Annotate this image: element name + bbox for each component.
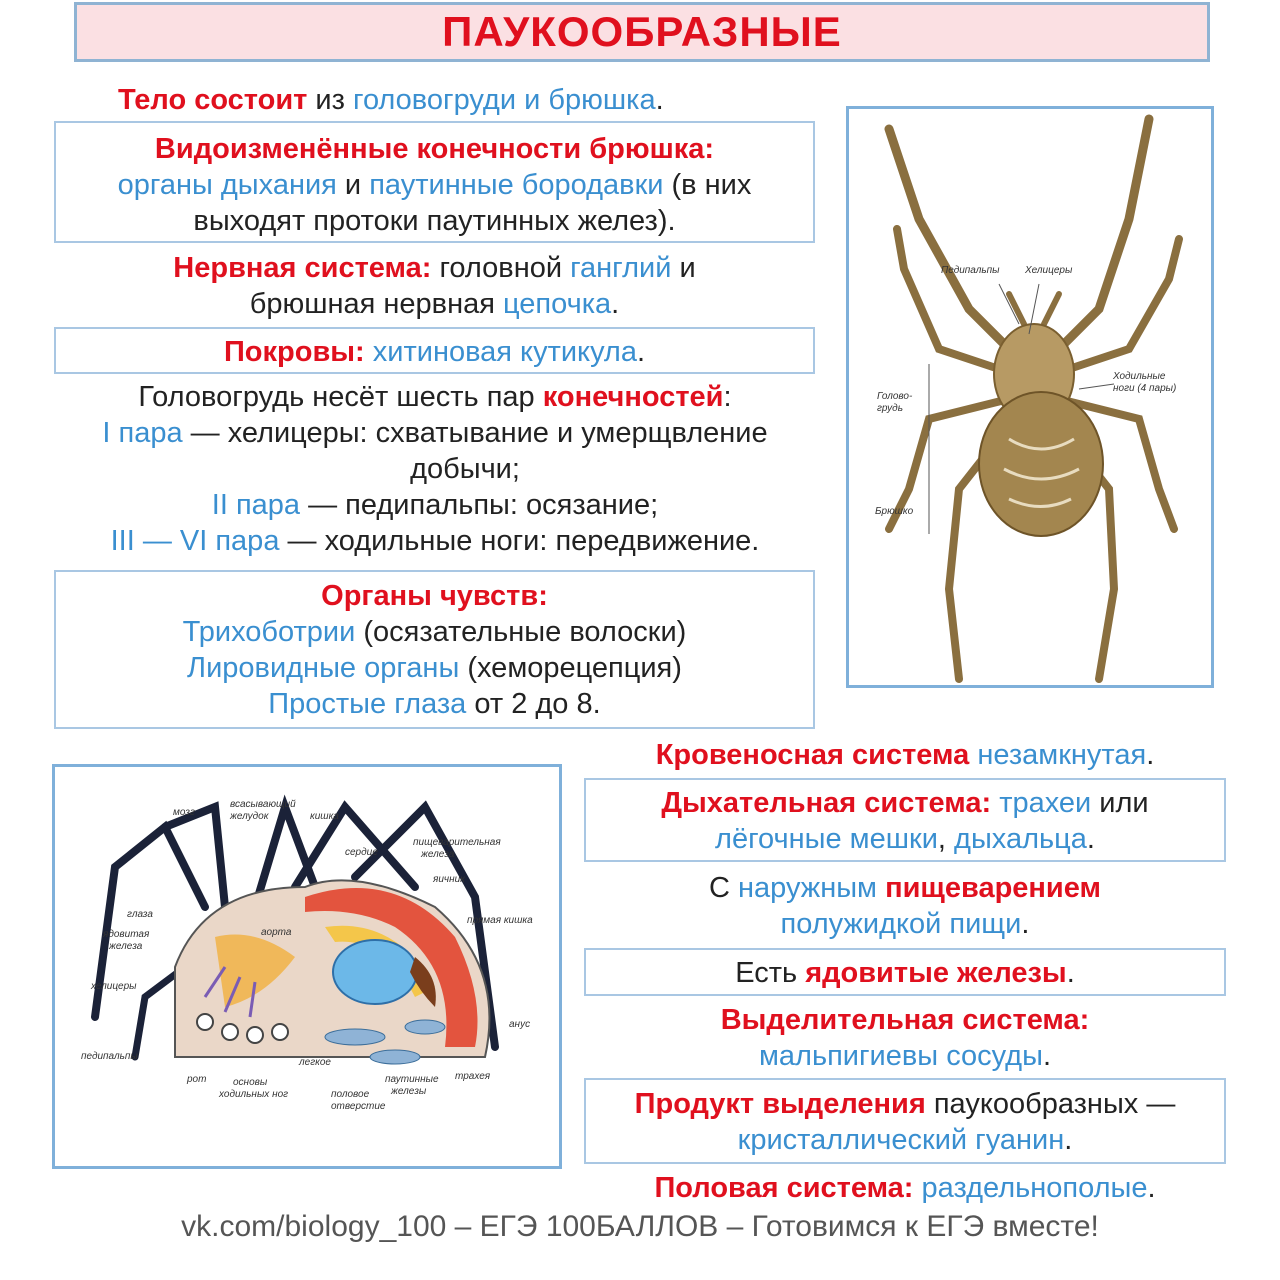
ganglion-text: ганглий	[570, 252, 672, 284]
circulatory-line	[584, 737, 1226, 773]
reproductive-label: Половая система:	[654, 1172, 914, 1204]
respiratory-label: Дыхательная система:	[661, 787, 992, 819]
tracheae: трахеи	[999, 787, 1092, 819]
spider-anatomy-figure	[52, 764, 562, 1169]
covers-box	[54, 327, 815, 374]
product-value: кристаллический гуанин	[737, 1124, 1065, 1156]
anat-brain: мозг	[173, 807, 195, 818]
footer: vk.com/biology_100 – ЕГЭ 100БАЛЛОВ – Готовимся к ЕГЭ вместе!	[181, 1210, 1099, 1243]
anat-trachea: трахея	[455, 1071, 491, 1082]
product-text: паукообразных —	[925, 1088, 1176, 1120]
senses-box	[54, 570, 815, 729]
lyriform-organs: Лировидные органы	[187, 652, 460, 684]
covers-label: Покровы:	[223, 336, 365, 368]
respiratory-end: .	[1086, 823, 1095, 855]
anat-eyes: глаза	[127, 909, 153, 920]
product-box	[584, 1078, 1226, 1164]
anat-digestive-1: пищеварительная	[413, 837, 501, 848]
spinnerets-text: паутинные бородавки	[369, 169, 664, 201]
body-label: Тело состоит	[118, 84, 308, 116]
limbs-section	[40, 379, 830, 559]
anat-venom-1: ядовитая	[103, 929, 150, 940]
reproductive-end: .	[1147, 1172, 1156, 1204]
nervous-text2: брюшная нервная	[249, 288, 503, 320]
modified-limbs-rest1: (в них	[663, 169, 752, 201]
trichobothria: Трихоботрии	[182, 616, 356, 648]
body-parts: головогруди и брюшка	[353, 84, 656, 116]
product-label: Продукт выделения	[634, 1088, 926, 1120]
covers-end: .	[636, 336, 646, 368]
body-line	[118, 82, 664, 118]
respiratory-box	[584, 778, 1226, 862]
nervous-system	[54, 250, 815, 322]
anat-chelicerae: хелицеры	[91, 981, 137, 992]
anat-aorta: аорта	[261, 927, 292, 938]
anat-stomach-1: всасывающий	[230, 799, 296, 810]
pair-2: II пара	[211, 489, 301, 521]
simple-eyes: Простые глаза	[268, 688, 467, 720]
anat-heart: сердце	[345, 847, 378, 858]
anat-intestine: кишка	[310, 811, 339, 822]
title-banner	[74, 2, 1210, 62]
anat-stomach-2: желудок	[230, 811, 269, 822]
spider-illustration	[849, 109, 1211, 685]
nervous-label: Нервная система:	[173, 252, 432, 284]
body-end: .	[655, 84, 664, 116]
limbs-intro: Головогрудь несёт шесть пар	[138, 381, 543, 413]
modified-limbs-rest2: выходят протоки паутинных желез).	[193, 205, 676, 237]
label-pedipalps: Педипальпы	[941, 265, 1000, 276]
excretory-value: мальпигиевы сосуды	[758, 1040, 1043, 1072]
digestion-label: пищеварением	[885, 872, 1101, 904]
pair-1-text2: добычи;	[410, 453, 520, 485]
pair-1-text: — хелицеры: схватывание и умерщвление	[182, 417, 768, 449]
simple-eyes-text: от 2 до 8.	[466, 688, 601, 720]
respiratory-comma: ,	[937, 823, 955, 855]
book-lungs: лёгочные мешки	[715, 823, 938, 855]
anat-ovary: яичник	[433, 874, 465, 885]
limbs-bold: конечностей	[542, 381, 724, 413]
spider-external-figure	[846, 106, 1214, 688]
covers-value: хитиновая кутикула	[372, 336, 637, 368]
digestion-end: .	[1021, 908, 1030, 940]
trichobothria-text: (осязательные волоски)	[355, 616, 687, 648]
circulatory-value: незамкнутая	[977, 739, 1147, 771]
modified-limbs-heading: Видоизменённые конечности брюшка:	[154, 133, 715, 165]
body-mid: из	[307, 84, 353, 116]
anat-leg-bases-1: основы	[233, 1077, 268, 1088]
and-text: и	[336, 169, 370, 201]
excretory-end: .	[1042, 1040, 1052, 1072]
digestion-c: С	[709, 872, 739, 904]
spiracles: дыхальца	[954, 823, 1087, 855]
anat-venom-2: железа	[109, 941, 143, 952]
external-text: наружным	[738, 872, 877, 904]
anatomy-illustration	[55, 767, 559, 1166]
venom-text: Есть	[735, 957, 806, 989]
anat-spinnerets-1: паутинные	[385, 1074, 439, 1085]
venom-label: ядовитые железы	[805, 957, 1067, 989]
venom-box	[584, 948, 1226, 996]
label-walking-legs-2: ноги (4 пары)	[1113, 383, 1177, 394]
anat-rectum: прямая кишка	[467, 915, 533, 926]
abdomen-shape	[979, 392, 1103, 536]
label-cephalothorax-1: Голово-	[877, 391, 913, 402]
semi-liquid-food: полужидкой пищи	[780, 908, 1022, 940]
nervous-and: и	[671, 252, 696, 284]
reproductive-value: раздельнополые	[921, 1172, 1148, 1204]
lyriform-text: (хеморецепция)	[459, 652, 682, 684]
respiratory-organs: органы дыхания	[117, 169, 337, 201]
anat-leg-bases-2: ходильных ног	[219, 1089, 289, 1100]
nervous-end: .	[611, 288, 620, 320]
circulatory-end: .	[1146, 739, 1155, 771]
limbs-intro-end: :	[723, 381, 732, 413]
excretory-label: Выделительная система:	[720, 1004, 1090, 1036]
nervous-text1: головной	[431, 252, 571, 284]
anat-digestive-2: железа	[421, 849, 455, 860]
pair-2-text: — педипальпы: осязание;	[300, 489, 659, 521]
page-title: ПАУКООБРАЗНЫЕ	[442, 8, 842, 55]
anat-lung: легкое	[299, 1057, 331, 1068]
product-end: .	[1064, 1124, 1073, 1156]
excretory-section	[584, 1002, 1226, 1074]
label-cephalothorax-2: грудь	[877, 403, 903, 414]
anat-genital-2: отверстие	[331, 1101, 386, 1112]
label-walking-legs-1: Ходильные	[1113, 371, 1166, 382]
label-abdomen: Брюшко	[875, 506, 914, 517]
nerve-chain: цепочка	[503, 288, 612, 320]
anat-pedipalps: педипальпы	[81, 1051, 138, 1062]
anat-spinnerets-2: железы	[391, 1086, 427, 1097]
label-chelicerae: Хелицеры	[1025, 265, 1073, 276]
anat-mouth: рот	[187, 1074, 207, 1085]
anat-genital-1: половое	[331, 1089, 370, 1100]
senses-heading: Органы чувств:	[321, 580, 548, 612]
digestion-section	[584, 870, 1226, 942]
venom-end: .	[1066, 957, 1075, 989]
reproductive-line	[584, 1170, 1226, 1206]
respiratory-or: или	[1091, 787, 1149, 819]
pair-3-6-text: — ходильные ноги: передвижение.	[279, 525, 760, 557]
modified-limbs-box	[54, 121, 815, 243]
ovary-shape	[333, 940, 417, 1004]
pair-1: I пара	[102, 417, 183, 449]
anat-anus: анус	[509, 1019, 531, 1030]
pair-3-6: III — VI пара	[110, 525, 280, 557]
circulatory-label: Кровеносная система	[655, 739, 970, 771]
